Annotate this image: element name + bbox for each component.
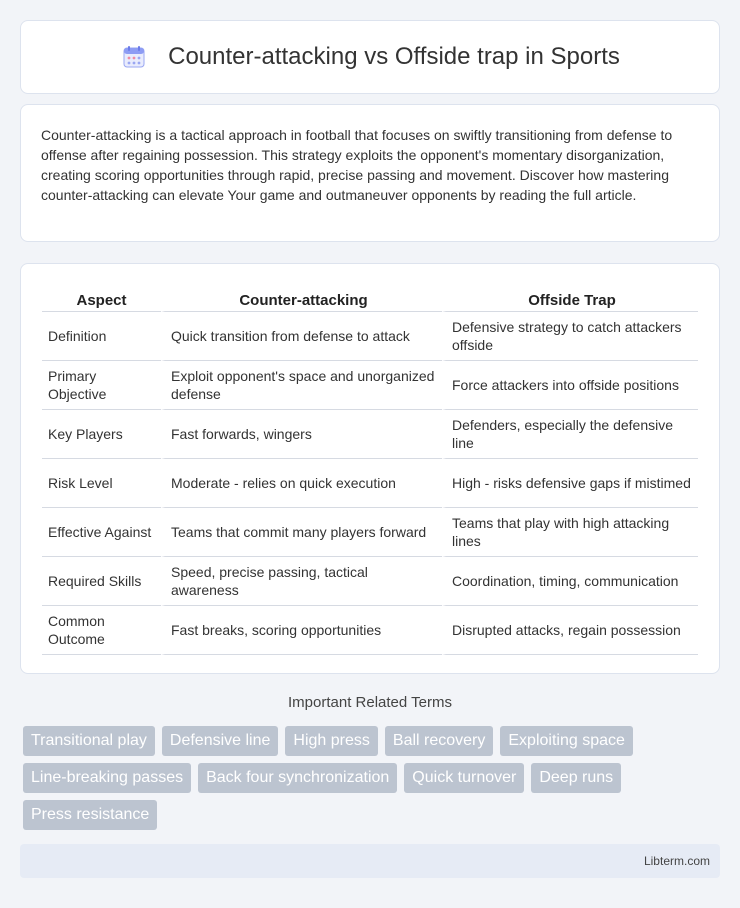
table-cell: Defensive strategy to catch attackers offside (442, 312, 698, 361)
table-header-row (42, 284, 698, 312)
related-term-tag[interactable]: Exploiting space (500, 726, 633, 756)
related-term-tag[interactable]: Back four synchronization (198, 763, 397, 793)
table-cell: Quick transition from defense to attack (161, 312, 442, 361)
table-cell: Effective Against (42, 508, 161, 557)
table-cell: High - risks defensive gaps if mistimed (442, 459, 698, 508)
table-cell: Force attackers into offside positions (442, 361, 698, 410)
header-counter-attacking: Counter-attacking (161, 284, 442, 312)
related-terms-list (23, 726, 723, 830)
table-row (42, 557, 698, 606)
table-cell: Teams that commit many players forward (161, 508, 442, 557)
page-title: Counter-attacking vs Offside trap in Sports (168, 43, 620, 70)
footer-brand-link[interactable]: Libterm.com (643, 854, 710, 868)
related-term-tag[interactable]: Deep runs (531, 763, 621, 793)
intro-paragraph: Counter-attacking is a tactical approach in football that focuses on swiftly transitioning from defense to offense after regaining possession. This strategy exploits the opponent's momentary disorganization, creating scoring opportunities through rapid, precise passing and movement. Discover how mastering counter-attacking can elevate Your game and outmaneuver opponents by reading the full article. (41, 127, 673, 203)
table-cell: Primary Objective (42, 361, 161, 410)
footer (20, 844, 720, 878)
table-cell: Defenders, especially the defensive line (442, 410, 698, 459)
comparison-table (42, 284, 698, 655)
table-row (42, 508, 698, 557)
table-row (42, 361, 698, 410)
table-row (42, 410, 698, 459)
table-cell: Coordination, timing, communication (442, 557, 698, 606)
table-cell: Key Players (42, 410, 161, 459)
table-cell: Risk Level (42, 459, 161, 508)
comparison-card (20, 263, 720, 674)
related-term-tag[interactable]: Line-breaking passes (23, 763, 191, 793)
table-row (42, 606, 698, 655)
related-terms-title: Important Related Terms (288, 694, 452, 711)
table-cell: Exploit opponent's space and unorganized defense (161, 361, 442, 410)
table-cell: Fast forwards, wingers (161, 410, 442, 459)
related-term-tag[interactable]: Defensive line (162, 726, 279, 756)
table-cell: Definition (42, 312, 161, 361)
header-card (20, 20, 720, 94)
calendar-icon (120, 43, 148, 71)
related-term-tag[interactable]: Transitional play (23, 726, 155, 756)
related-term-tag[interactable]: High press (285, 726, 377, 756)
table-cell: Speed, precise passing, tactical awareness (161, 557, 442, 606)
table-cell: Fast breaks, scoring opportunities (161, 606, 442, 655)
intro-card (20, 104, 720, 242)
related-term-tag[interactable]: Press resistance (23, 800, 157, 830)
header-offside-trap: Offside Trap (442, 284, 698, 312)
table-row (42, 459, 698, 508)
table-cell: Common Outcome (42, 606, 161, 655)
related-term-tag[interactable]: Quick turnover (404, 763, 524, 793)
table-row (42, 312, 698, 361)
related-term-tag[interactable]: Ball recovery (385, 726, 493, 756)
header-aspect: Aspect (42, 284, 161, 312)
table-cell: Moderate - relies on quick execution (161, 459, 442, 508)
table-cell: Teams that play with high attacking lines (442, 508, 698, 557)
table-cell: Disrupted attacks, regain possession (442, 606, 698, 655)
table-cell: Required Skills (42, 557, 161, 606)
